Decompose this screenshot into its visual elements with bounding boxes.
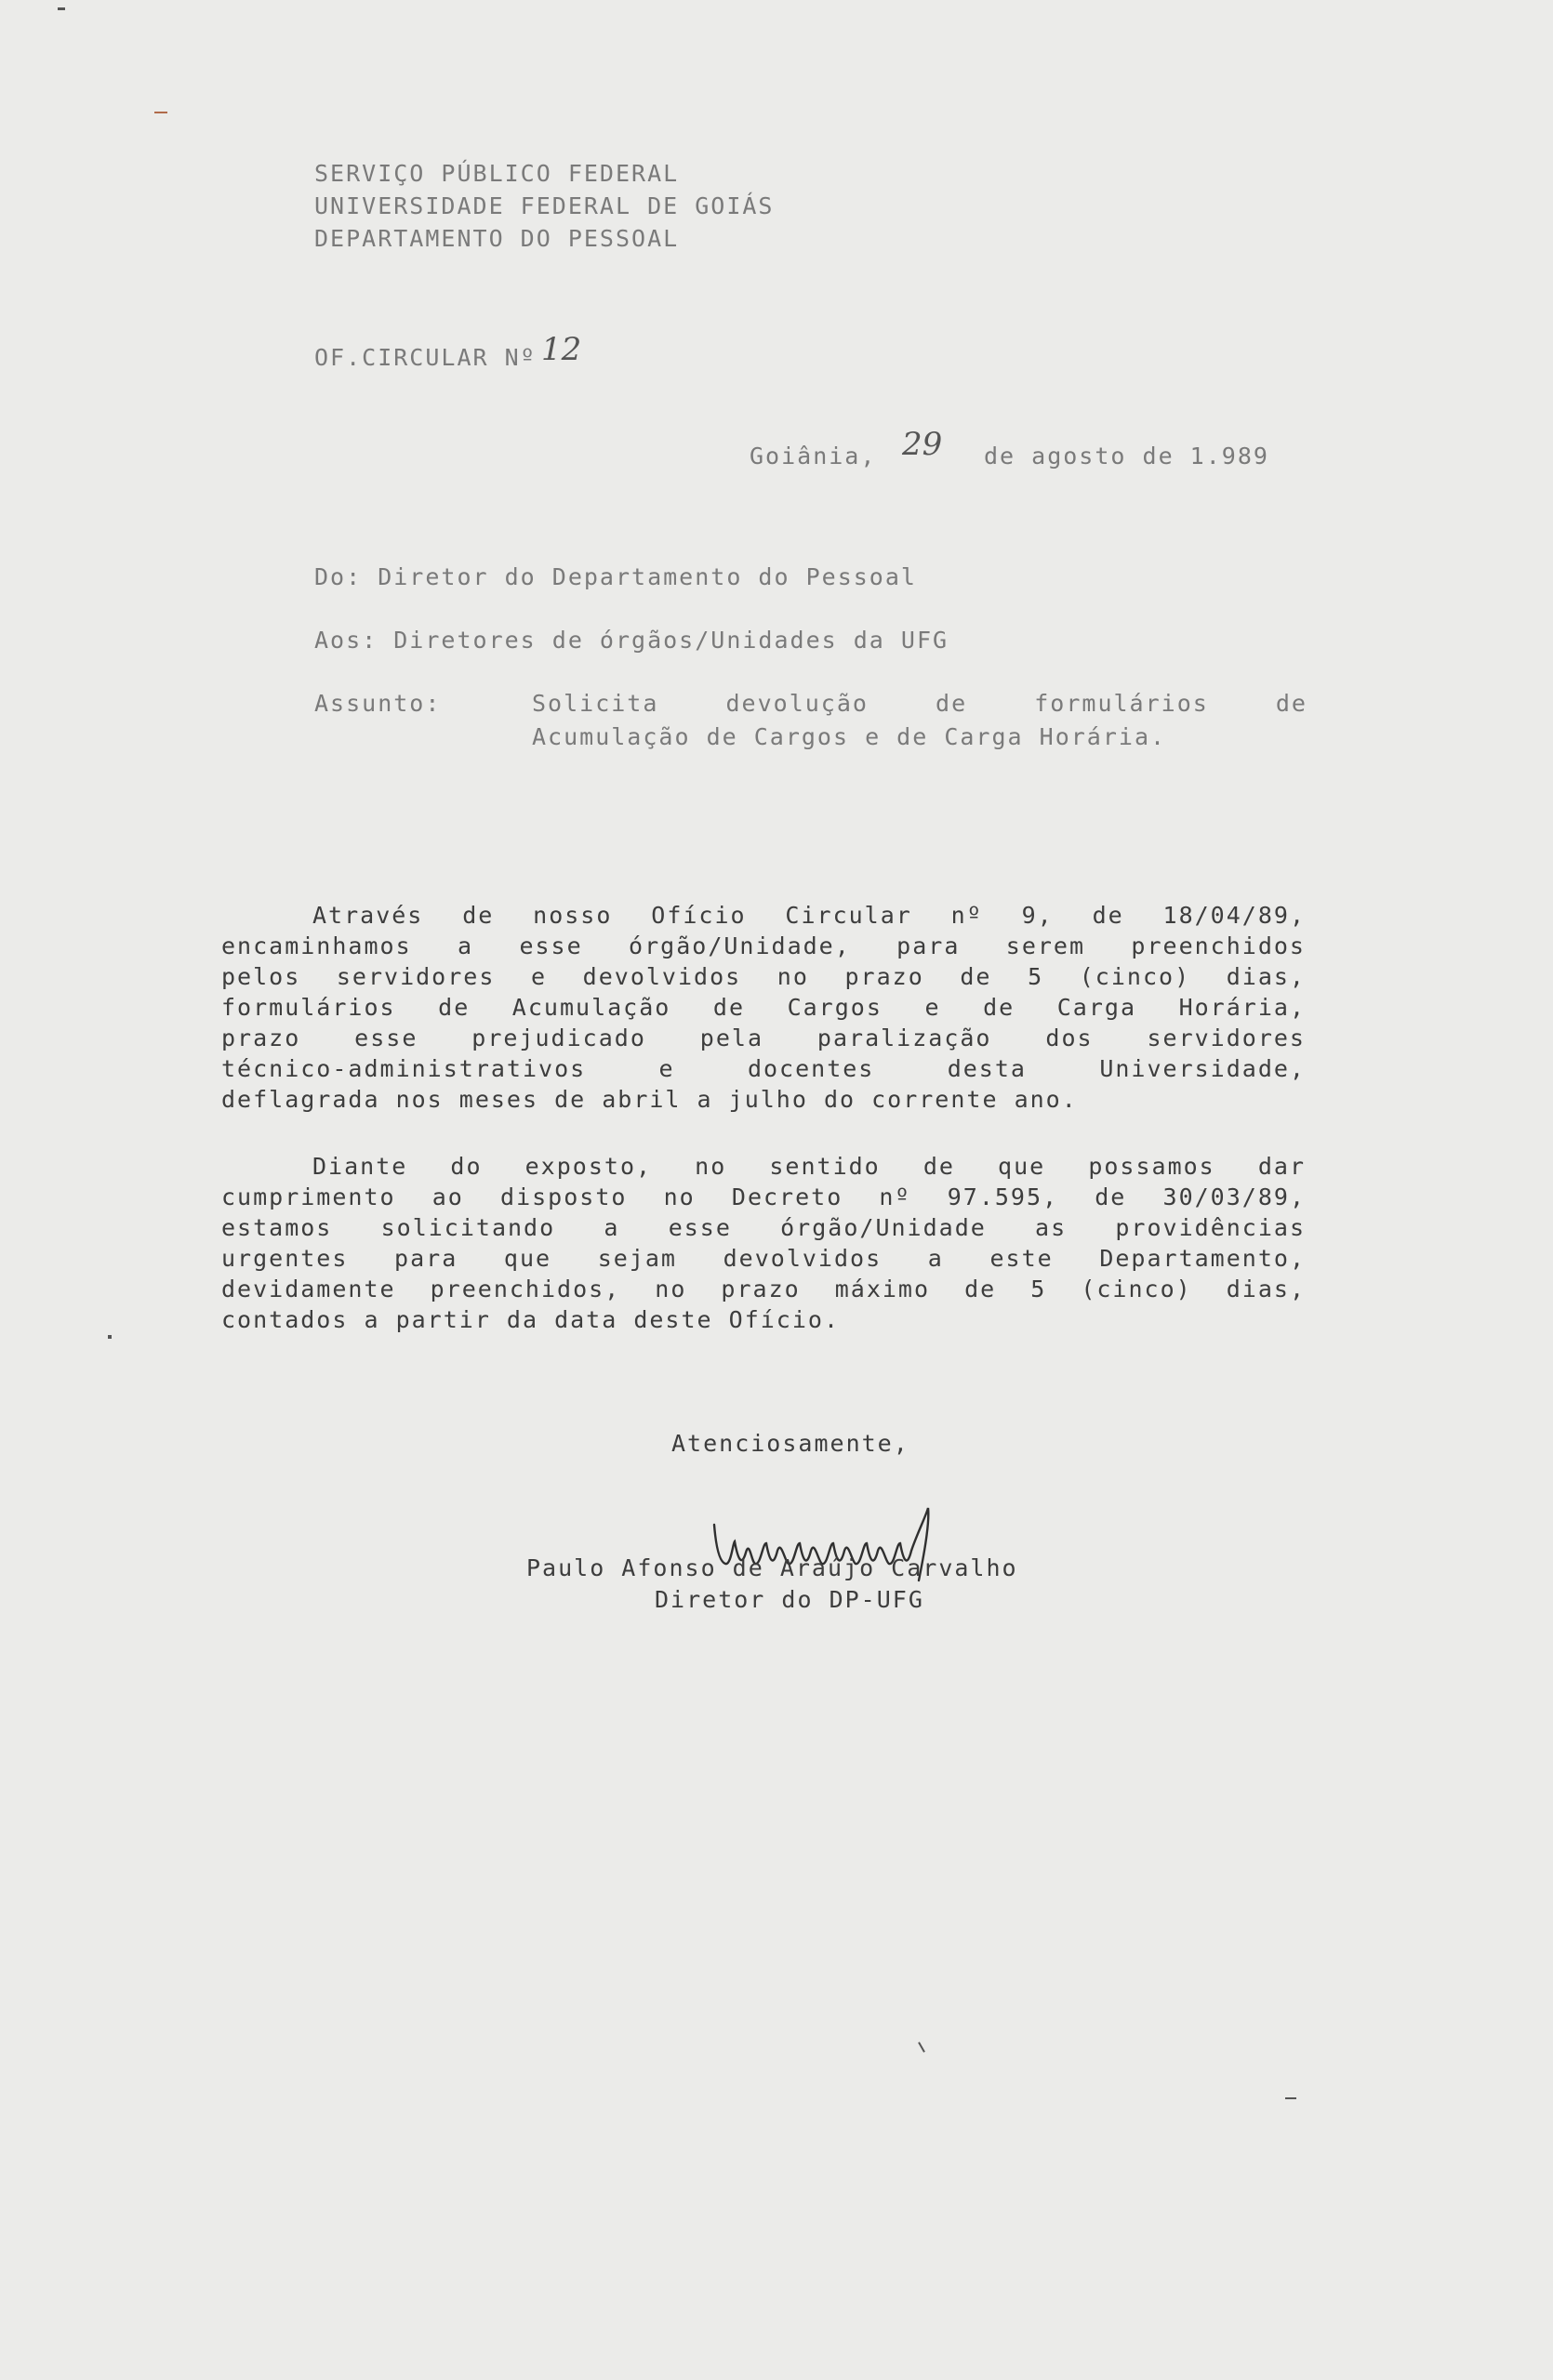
date-suffix: de agosto de 1.989 xyxy=(984,443,1269,469)
para2-line-6: contados a partir da data deste Ofício. xyxy=(221,1306,840,1333)
circular-ref-label: OF.CIRCULAR Nº xyxy=(314,344,537,371)
signatory-name: Paulo Afonso de Araújo Carvalho xyxy=(526,1554,1018,1581)
subject-line-2: Acumulação de Cargos e de Carga Horária. xyxy=(532,723,1167,750)
header-line-1: SERVIÇO PÚBLICO FEDERAL xyxy=(314,160,680,187)
scan-speck xyxy=(918,2042,925,2052)
scan-speck xyxy=(58,7,65,10)
circular-ref-number: 12 xyxy=(541,331,582,368)
para2-line-3: estamos solicitando a esse órgão/Unidade as providências xyxy=(221,1214,1306,1241)
scan-speck xyxy=(1285,2097,1296,2099)
subject-label: Assunto: xyxy=(314,690,442,717)
para1-line-1: Através de nosso Ofício Circular nº 9, de 18/04/89, xyxy=(312,902,1306,929)
from-line: Do: Diretor do Departamento do Pessoal xyxy=(314,563,917,590)
para1-line-4: formulários de Acumulação de Cargos e de Carga Horária, xyxy=(221,994,1306,1021)
para1-line-7: deflagrada nos meses de abril a julho do corrente ano. xyxy=(221,1086,1078,1113)
date-day: 29 xyxy=(902,426,943,463)
para1-line-3: pelos servidores e devolvidos no prazo de 5 (cinco) dias, xyxy=(221,963,1306,990)
para2-line-4: urgentes para que sejam devolvidos a este Departamento, xyxy=(221,1245,1306,1272)
para1-line-5: prazo esse prejudicado pela paralização dos servidores xyxy=(221,1025,1306,1051)
para2-line-2: cumprimento ao disposto no Decreto nº 97.595, de 30/03/89, xyxy=(221,1183,1306,1210)
scan-speck xyxy=(154,112,167,113)
signatory-title: Diretor do DP-UFG xyxy=(655,1586,924,1613)
header-line-2: UNIVERSIDADE FEDERAL DE GOIÁS xyxy=(314,192,775,219)
para1-line-6: técnico-administrativos e docentes desta Universidade, xyxy=(221,1055,1306,1082)
para2-line-5: devidamente preenchidos, no prazo máximo de 5 (cinco) dias, xyxy=(221,1276,1306,1302)
to-line: Aos: Diretores de órgãos/Unidades da UFG xyxy=(314,627,949,654)
para1-line-2: encaminhamos a esse órgão/Unidade, para serem preenchidos xyxy=(221,932,1306,959)
scan-speck xyxy=(108,1335,112,1339)
para2-line-1: Diante do exposto, no sentido de que possamos dar xyxy=(312,1153,1306,1180)
header-line-3: DEPARTAMENTO DO PESSOAL xyxy=(314,225,680,252)
date-prefix: Goiânia, xyxy=(750,443,877,469)
closing: Atenciosamente, xyxy=(671,1430,909,1457)
subject-line-1: Solicita devolução de formulários de xyxy=(532,690,1307,717)
